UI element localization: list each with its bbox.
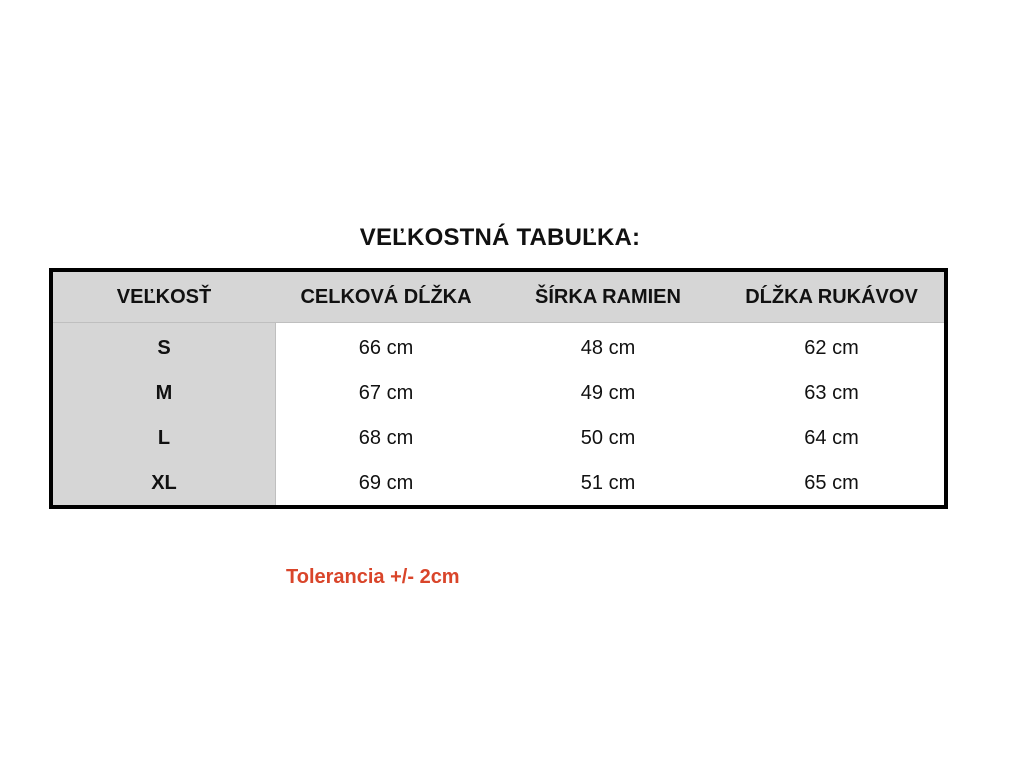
header-shoulder-width: ŠÍRKA RAMIEN bbox=[535, 285, 681, 308]
table-header-row bbox=[53, 272, 944, 323]
total-length-cell: 66 cm bbox=[358, 337, 414, 359]
shoulder-width-cell: 48 cm bbox=[580, 337, 636, 359]
size-cell: XL bbox=[151, 472, 177, 494]
size-table bbox=[49, 268, 948, 509]
sleeve-length-cell: 64 cm bbox=[804, 427, 859, 449]
size-cell: L bbox=[157, 427, 171, 449]
total-length-cell: 68 cm bbox=[358, 427, 414, 449]
shoulder-width-cell: 51 cm bbox=[580, 472, 636, 494]
table-row bbox=[53, 461, 944, 506]
table-row bbox=[53, 326, 944, 371]
header-size: VEĽKOSŤ bbox=[116, 285, 212, 308]
total-length-cell: 69 cm bbox=[358, 472, 414, 494]
sleeve-length-cell: 65 cm bbox=[804, 472, 859, 494]
page-title: VEĽKOSTNÁ TABUĽKA: bbox=[359, 224, 641, 251]
total-length-cell: 67 cm bbox=[358, 382, 414, 404]
table-row bbox=[53, 416, 944, 461]
tolerance-note: Tolerancia +/- 2cm bbox=[286, 566, 460, 588]
size-cell: M bbox=[155, 382, 173, 404]
size-cell: S bbox=[157, 337, 171, 359]
sleeve-length-cell: 62 cm bbox=[804, 337, 859, 359]
table-row bbox=[53, 371, 944, 416]
header-sleeve-length: DĹŽKA RUKÁVOV bbox=[745, 285, 918, 308]
header-total-length: CELKOVÁ DĹŽKA bbox=[300, 285, 472, 308]
shoulder-width-cell: 49 cm bbox=[580, 382, 636, 404]
shoulder-width-cell: 50 cm bbox=[580, 427, 636, 449]
sleeve-length-cell: 63 cm bbox=[804, 382, 859, 404]
